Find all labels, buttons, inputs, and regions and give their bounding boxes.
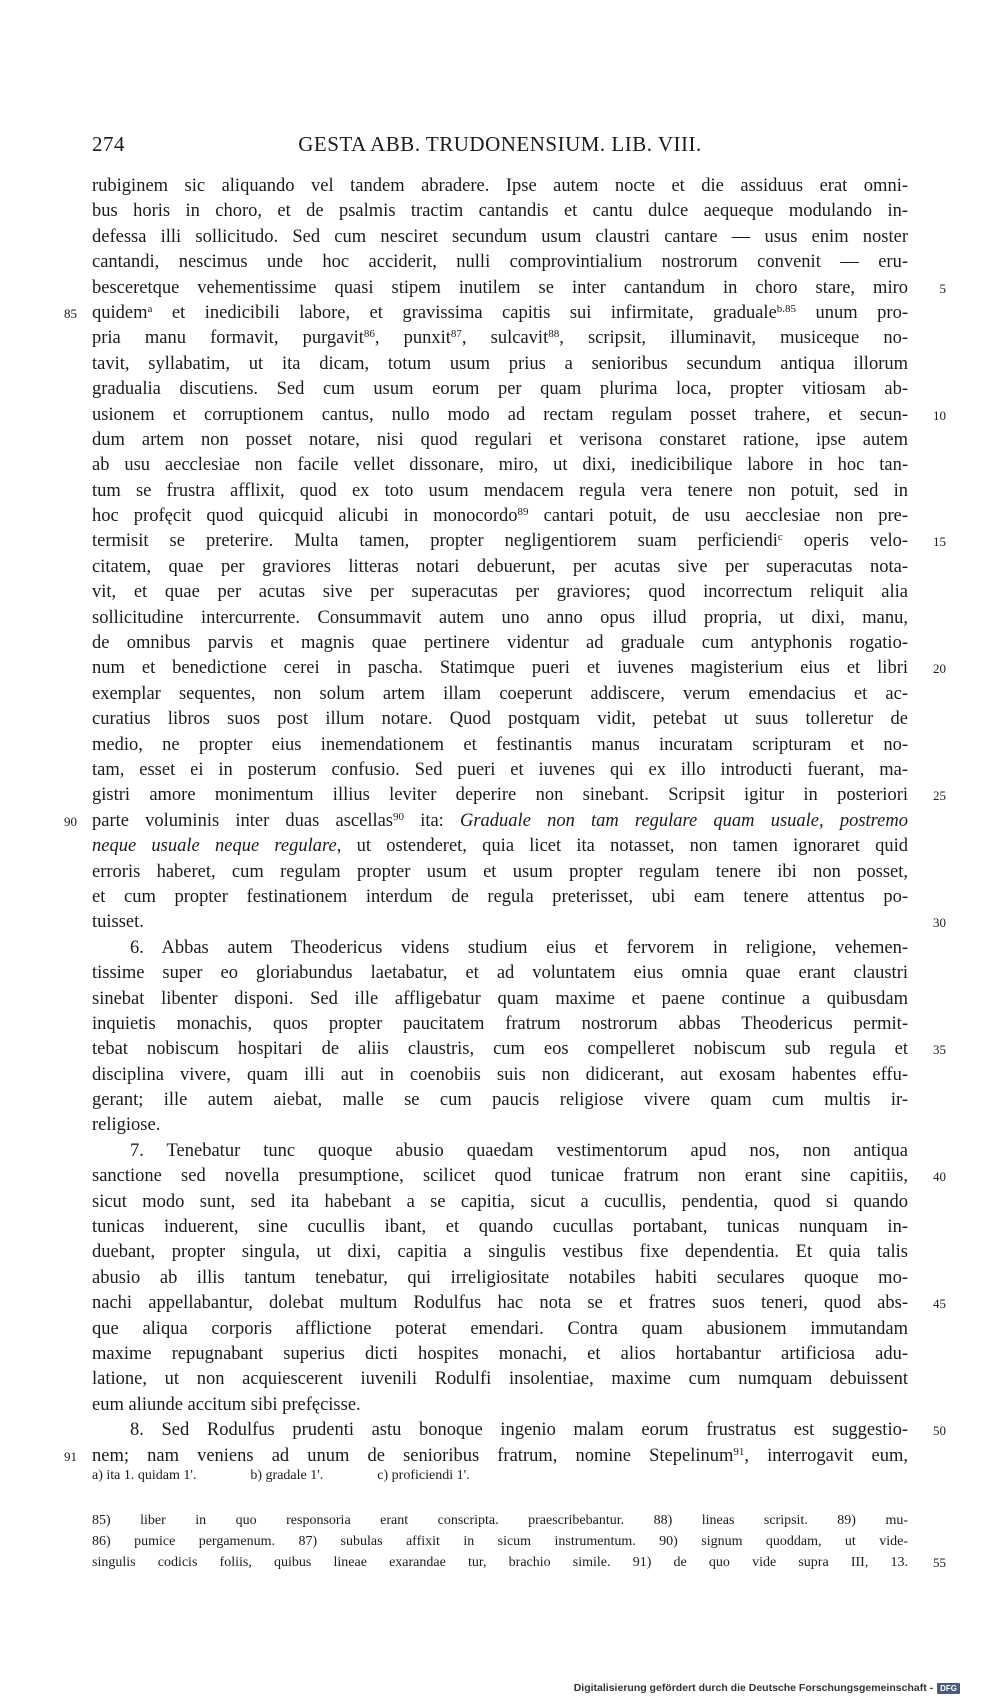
page-number: 274 <box>92 132 125 156</box>
line-text: vit, et quae per acutas sive per superacutas per graviores; quod incorrectum reliquit alia <box>92 582 908 603</box>
line-number: 35 <box>933 1042 946 1058</box>
line-text: 8. Sed Rodulfus prudenti astu bonoque ingenio malam eorum frustratus est suggestio- <box>130 1420 908 1441</box>
digitization-credit <box>574 1682 960 1694</box>
margin-note-marker: 91 <box>64 1448 77 1464</box>
line-text: gerant; ille autem aiebat, malle se cum paucis religiose vivere quam cum multis ir- <box>92 1090 908 1111</box>
footnotes <box>92 1510 946 1573</box>
line-text: sinebat libenter disponi. Sed ille affligebatur quam maxime et paene continue a quibusdam <box>92 988 908 1009</box>
text-line <box>92 834 908 859</box>
text-line <box>92 1190 908 1215</box>
footnote-text: 86) pumice pergamenum. 87) subulas affixit in sicum instrumentum. 90) signum quoddam, ut vide- <box>92 1534 908 1549</box>
text-line <box>92 606 908 631</box>
text-line <box>92 885 908 910</box>
line-number: 20 <box>933 661 946 677</box>
line-text: tunicas induerent, sine cucullis ibant, et quando cucullas portabant, tunicas nunquam in- <box>92 1217 908 1238</box>
line-text: tam, esset ei in posterum confusio. Sed pueri et iuvenes qui ex illo introducti fuerant, ma- <box>92 759 908 780</box>
variant-readings <box>92 1468 852 1484</box>
text-line <box>92 1113 908 1138</box>
line-text: disciplina vivere, quam illi aut in coenobiis suis non didicerant, aut exosam habentes effu- <box>92 1064 908 1085</box>
footnote-line <box>92 1510 908 1531</box>
text-line <box>64 809 908 834</box>
text-line <box>92 1215 908 1240</box>
line-text: duebant, propter singula, ut dixi, capitia a singulis vestibus fixe dependentia. Et quia talis <box>92 1242 908 1263</box>
text-line <box>92 758 908 783</box>
line-number: 55 <box>933 1555 946 1570</box>
text-line <box>92 1037 946 1062</box>
page-header <box>92 132 908 162</box>
text-line <box>92 682 908 707</box>
line-text: usionem et corruptionem cantus, nullo modo ad rectam regulam posset trahere, et secun- <box>92 404 908 425</box>
line-text: gradualia discutiens. Sed cum usum eorum per quam plurima loca, propter vitiosam ab- <box>92 379 908 400</box>
text-line <box>92 428 908 453</box>
line-text: num et benedictione cerei in pascha. Statimque pueri et iuvenes magisterium eius et libri <box>92 658 908 679</box>
text-line <box>92 1317 908 1342</box>
text-line <box>92 1139 908 1164</box>
text-line <box>92 1291 946 1316</box>
line-number: 25 <box>933 788 946 804</box>
text-line <box>92 580 908 605</box>
text-line <box>64 301 908 326</box>
footnote-text: singulis codicis foliis, quibus lineae exarandae tur, brachio simile. 91) de quo vide supra III, 13. <box>92 1555 908 1570</box>
text-line <box>92 961 908 986</box>
text-line <box>92 936 908 961</box>
line-text: inquietis monachis, quos propter paucitatem fratrum nostrorum abbas Theodericus permit- <box>92 1013 908 1034</box>
line-text: et cum propter festinationem interdum de regula preterisset, ubi eam tenere attentus po- <box>92 886 908 907</box>
line-text: tebat nobiscum hospitari de aliis claustris, cum eos compelleret nobiscum sub regula et <box>92 1039 908 1060</box>
text-line <box>92 1012 908 1037</box>
line-text: exemplar sequentes, non solum artem illam coeperunt addiscere, verum emendacius et ac- <box>92 683 908 704</box>
line-text: dum artem non posset notare, nisi quod regulari et verisona constaret ratione, ipse autem <box>92 429 908 450</box>
line-text: besceretque vehementissime quasi stipem inutilem se inter cantandum in choro stare, miro <box>92 277 908 298</box>
line-number: 40 <box>933 1169 946 1185</box>
text-line <box>64 1444 909 1469</box>
line-number: 5 <box>939 280 946 296</box>
text-line <box>92 1367 908 1392</box>
line-text: tavit, syllabatim, ut ita dicam, totum usum prius a senioribus secundum antiqua illorum <box>92 353 908 374</box>
text-line <box>92 479 908 504</box>
line-text: hoc profęcit quod quicquid alicubi in monocordo$^{89}$ cantari potuit, de usu aecclesiae non pre- <box>92 506 908 527</box>
line-text: parte voluminis inter duas ascellas$^{90}$ ita: Graduale non tam regulare quam usuale, postremo <box>92 810 908 831</box>
line-text: pria manu formavit, purgavit$^{86}$, punxit$^{87}$, sulcavit$^{88}$, scripsit, illuminavit, musiceque no- <box>92 328 908 349</box>
line-text: nachi appellabantur, dolebat multum Rodulfus hac nota se et fratres suos teneri, quod abs- <box>92 1293 908 1314</box>
line-text: quidem$^a$ et inedicibili labore, et gravissima capitis sui infirmitate, graduale$^{b.85}$ unum pro- <box>92 302 908 323</box>
text-line <box>92 377 908 402</box>
variant-reading: b) gradale 1'. <box>250 1468 324 1483</box>
line-text: gistri amore monimentum illius leviter deperire non sinebant. Scripsit igitur in posteriori <box>92 785 908 806</box>
margin-note-marker: 90 <box>64 813 77 829</box>
line-text: defessa illi sollicitudo. Sed cum nesciret secundum usum claustri cantare — usus enim noster <box>92 226 908 247</box>
variant-reading: a) ita 1. quidam 1'. <box>92 1468 197 1483</box>
line-text: citatem, quae per graviores litteras notari debuerunt, per acutas sive per superacutas nota- <box>92 556 908 577</box>
line-text: medio, ne propter eius inemendationem et festinantis manus incuratam scripturam et no- <box>92 734 908 755</box>
text-line <box>92 707 908 732</box>
line-text: tum se frustra afflixit, quod ex toto usum mendacem regula vera tenere non potuit, sed in <box>92 480 908 501</box>
text-line <box>92 326 908 351</box>
text-line <box>92 276 946 301</box>
line-text: eum aliunde accitum sibi prefęcisse. <box>92 1394 361 1415</box>
line-number: 30 <box>933 915 946 931</box>
line-text: 6. Abbas autem Theodericus videns studium eius et fervorem in religione, vehemen- <box>130 937 908 958</box>
text-line <box>92 352 908 377</box>
line-text: ab usu aecclesiae non facile vellet dissonare, miro, ut dixi, inedicibilique labore in hoc tan- <box>92 455 908 476</box>
text-line <box>92 174 908 199</box>
line-text: que aliqua corporis afflictione poterat emendari. Contra quam abusionem immutandam <box>92 1318 908 1339</box>
text-line <box>92 555 908 580</box>
text-line <box>92 783 946 808</box>
line-text: neque usuale neque regulare, ut ostenderet, quia licet ita notasset, non tamen ignoraret quid <box>92 836 908 857</box>
text-line <box>92 453 908 478</box>
credit-text: Digitalisierung gefördert durch die Deutsche Forschungsgemeinschaft - <box>573 1682 934 1694</box>
text-line <box>92 529 946 554</box>
text-line <box>92 1164 946 1189</box>
line-text: sanctione sed novella presumptione, scilicet quod tunicae fratrum non erant sine capitiis, <box>92 1166 908 1187</box>
line-text: abusio ab illis tantum tenebatur, qui irreligiositate notabiles habiti seculares quoque mo- <box>92 1267 908 1288</box>
line-text: maxime repugnabant superius dicti hospites monachi, et alios hortabantur artificiosa adu- <box>92 1343 908 1364</box>
margin-note-marker: 85 <box>64 305 77 321</box>
line-text: bus horis in choro, et de psalmis tractim cantandis et cantu dulce aequeque modulando in- <box>92 201 908 222</box>
variant-reading: c) proficiendi 1'. <box>377 1468 470 1483</box>
line-number: 50 <box>933 1423 946 1439</box>
line-text: tissime super eo gloriabundus laetabatur, et ad voluntatem eius omnia quae erant claustri <box>92 963 908 984</box>
line-text: sollicitudine intercurrente. Consummavit autem uno anno opus illud propria, ut dixi, manu, <box>92 607 908 628</box>
text-line <box>92 1393 908 1418</box>
text-line <box>92 1418 946 1443</box>
running-title: GESTA ABB. TRUDONENSIUM. LIB. VIII. <box>298 132 702 156</box>
line-text: 7. Tenebatur tunc quoque abusio quaedam vestimentorum apud nos, non antiqua <box>130 1140 908 1161</box>
line-text: cantandi, nescimus unde hoc acciderit, nulli comprovintialium nostrorum convenit — eru- <box>92 252 908 273</box>
line-text: sicut modo sunt, sed ita habebant a se capitia, sicut a cucullis, pendentia, quod si quando <box>92 1191 908 1212</box>
text-line <box>92 225 908 250</box>
line-text: erroris haberet, cum regulam propter usum et usum propter regulam tenere ibi non posset, <box>92 861 908 882</box>
text-line <box>92 631 908 656</box>
line-text: rubiginem sic aliquando vel tandem abradere. Ipse autem nocte et die assiduus erat omni- <box>92 176 908 196</box>
text-line <box>92 860 908 885</box>
text-line <box>92 199 908 224</box>
text-line <box>92 1063 908 1088</box>
line-number: 15 <box>933 534 946 550</box>
dfg-logo: DFG <box>937 1683 960 1694</box>
line-number: 45 <box>933 1296 946 1312</box>
text-line <box>92 733 908 758</box>
text-line <box>92 1088 908 1113</box>
footnote-line <box>92 1552 946 1573</box>
text-line <box>92 656 946 681</box>
text-line <box>92 504 908 529</box>
line-text: de omnibus parvis et magnis quae pertinere videntur ad graduale cum antyphonis rogatio- <box>92 633 908 654</box>
text-line <box>92 1266 908 1291</box>
text-line <box>92 403 946 428</box>
line-number: 10 <box>933 407 946 423</box>
line-text: termisit se preterire. Multa tamen, propter negligentiorem suam perficiendi$^c$ operis velo- <box>92 531 909 552</box>
text-line <box>92 250 908 275</box>
text-line <box>92 1240 908 1265</box>
line-text: religiose. <box>92 1115 161 1136</box>
line-text: latione, ut non acquiescerent iuvenili Rodulfi insolentiae, maxime cum numquam debuissent <box>92 1369 908 1390</box>
line-text: curatius libros suos post illum notare. Quod postquam vidit, petebat ut suus tolleretur de <box>92 709 908 730</box>
text-line <box>92 910 946 935</box>
main-text <box>64 174 946 1469</box>
line-text: nem; nam veniens ad unum de senioribus fratrum, nomine Stepelinum$^{91}$, interrogavit eum, <box>92 1445 909 1466</box>
text-line <box>92 987 908 1012</box>
text-line <box>92 1342 908 1367</box>
footnote-line <box>92 1531 908 1552</box>
line-text: tuisset. <box>92 912 144 933</box>
footnote-text: 85) liber in quo responsoria erant conscripta. praescribebantur. 88) lineas scripsit. 89) mu- <box>92 1513 908 1528</box>
